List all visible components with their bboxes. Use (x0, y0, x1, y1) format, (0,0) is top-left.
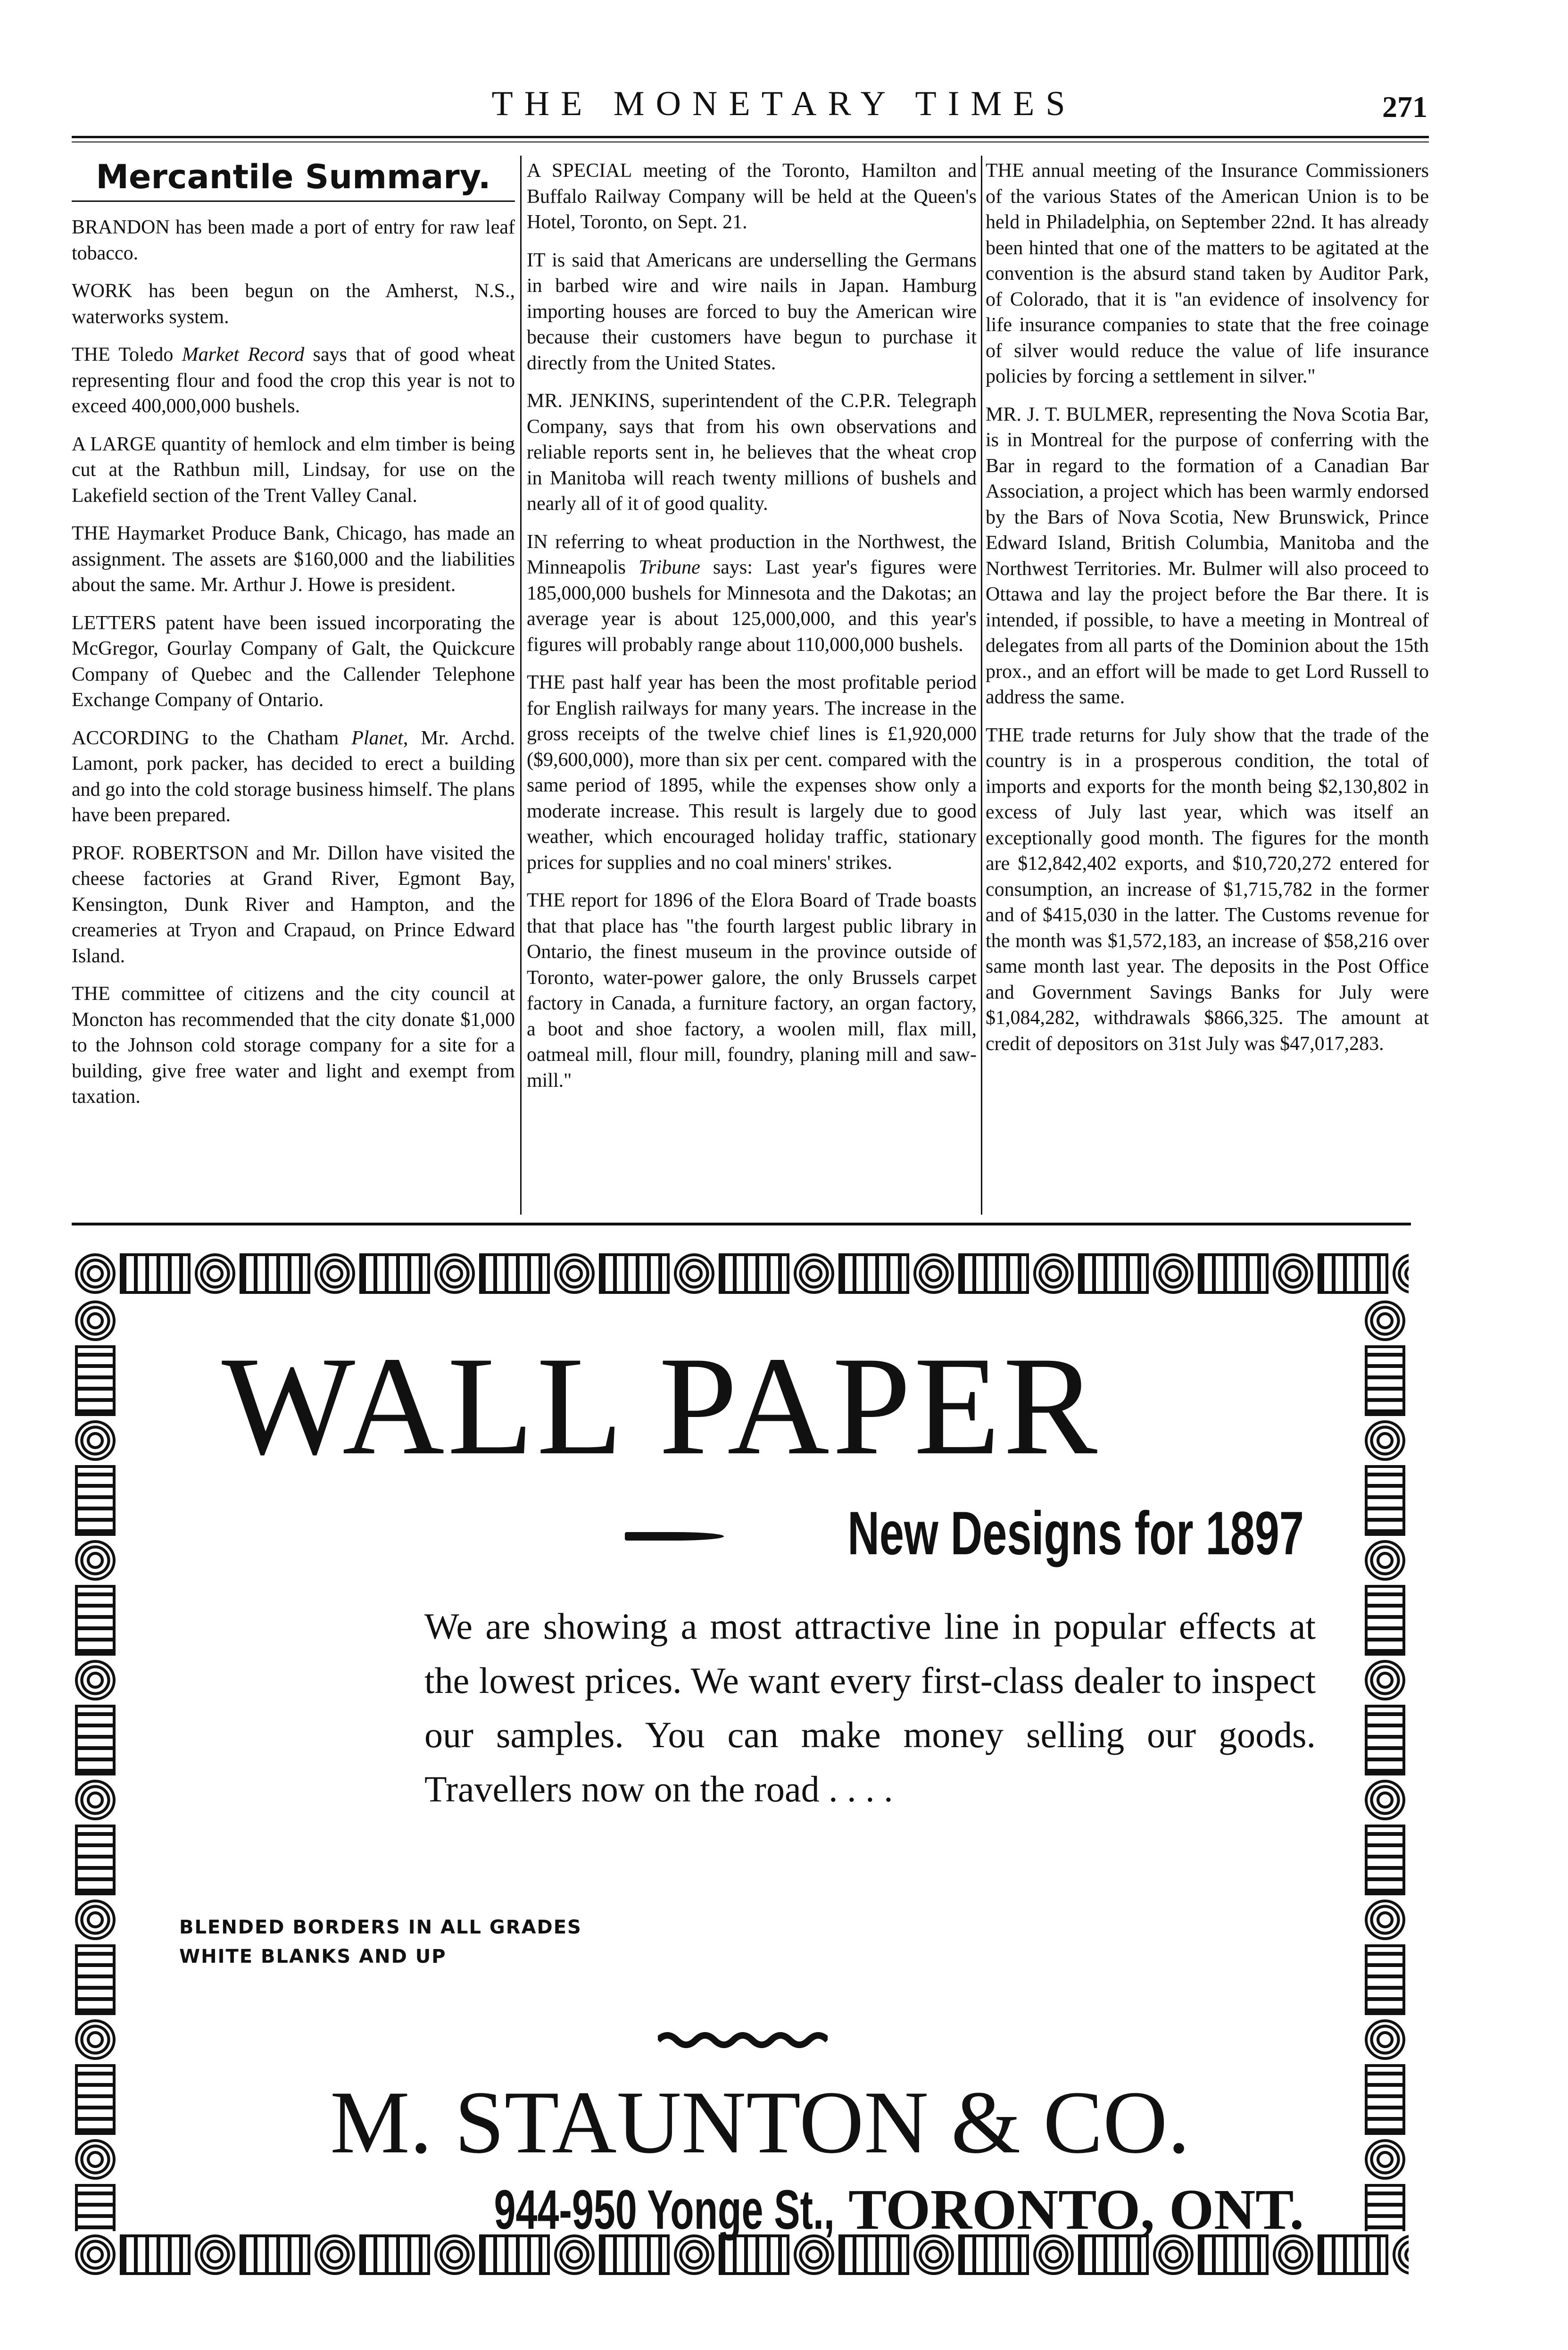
column-1 (72, 158, 515, 1122)
greek-key-ornament (75, 1585, 116, 1656)
news-item: A LARGE quantity of hemlock and elm timber is being cut at the Rathbun mill, Lindsay, for use on the Lakefield section of the Trent Valley Canal. (72, 433, 515, 507)
decorative-squiggle (658, 2028, 828, 2052)
greek-key-ornament (1318, 2234, 1388, 2275)
greek-key-ornament (75, 1944, 116, 2015)
greek-key-ornament (958, 1253, 1029, 1294)
greek-key-ornament (1078, 1253, 1149, 1294)
news-item: MR. J. T. BULMER, representing the Nova Scotia Bar, is in Montreal for the purpose of conferring with the Bar in regard to the formation of a Canadian Bar Association, a project which has been warmly endorsed by the Bars of Nova Scotia, New Brunswick, Prince Edward Island, British Columbia, Manitoba and the Northwest Territories. Mr. Bulmer will also proceed to Ottawa and lay the project before the Bar there. It is intended, if possible, to have a meeting in Montreal of delegates from all parts of the Dominion about the 15th prox., and an effort will be made to get Lord Russell to address the same. (986, 403, 1429, 708)
greek-key-ornament (240, 1253, 310, 1294)
rosette-ornament (554, 1253, 595, 1294)
decorative-dash (625, 1532, 724, 1541)
news-item: PROF. ROBERTSON and Mr. Dillon have visited the cheese factories at Grand River, Egmont Bay, Kensington, Dunk River and Hampton, and the creameries at Tryon and Crapaud, on Prince Edward Island. (72, 842, 515, 967)
rosette-ornament (75, 1900, 116, 1940)
greek-key-ornament (75, 1705, 116, 1775)
rosette-ornament (913, 1253, 954, 1294)
rosette-ornament (75, 1420, 116, 1461)
ornamental-border-left (72, 1297, 119, 2231)
greek-key-ornament (1365, 1345, 1405, 1416)
news-item: IN referring to wheat production in the Northwest, the Minneapolis Tribune says: Last year's figures were 185,000,000 bushels for Minnesota and the Dakotas; an average year is about 125,000,000, and this year's figures will probably range about 110,000,000 bushels. (527, 531, 977, 656)
rosette-ornament (75, 2139, 116, 2180)
ad-line-blanks: WHITE BLANKS AND UP (179, 1946, 447, 1967)
greek-key-ornament (1365, 1825, 1405, 1895)
rosette-ornament (1393, 2234, 1409, 2275)
rosette-ornament (1365, 1900, 1405, 1940)
ad-subhead: New Designs for 1897 (847, 1499, 1304, 1567)
greek-key-ornament (1365, 1705, 1405, 1775)
rosette-ornament (794, 1253, 834, 1294)
rosette-ornament (1273, 1253, 1313, 1294)
rosette-ornament (1033, 1253, 1074, 1294)
news-item: THE past half year has been the most profitable period for English railways for many years. The increase in the gross receipts of the twelve chief lines is £1,920,000 ($9,600,000), more than six per cent. compared with the same period of 1895, while the expenses show only a moderate increase. This result is largely due to good weather, which encouraged holiday traffic, stationary prices for supplies and no coal miners' strikes. (527, 672, 977, 874)
greek-key-ornament (75, 1465, 116, 1536)
greek-key-ornament (120, 1253, 191, 1294)
column-3 (986, 158, 1429, 1069)
running-head: THE MONETARY TIMES (491, 84, 1077, 123)
city: TORONTO, ONT. (848, 2178, 1304, 2242)
rosette-ornament (75, 1253, 116, 1294)
greek-key-ornament (479, 1253, 550, 1294)
advertiser-name: M. STAUNTON & CO. (330, 2073, 1190, 2172)
page-number: 271 (1382, 90, 1427, 124)
ad-headline: WALL PAPER (222, 1327, 1101, 1484)
section-heading: Mercantile Summary. (96, 158, 491, 196)
rosette-ornament (75, 2019, 116, 2060)
rosette-ornament (195, 1253, 235, 1294)
greek-key-ornament (599, 1253, 670, 1294)
news-item: ACCORDING to the Chatham Planet, Mr. Archd. Lamont, pork packer, has decided to erect a building and go into the cold storage business himself. The plans have been prepared. (72, 727, 515, 826)
greek-key-ornament (75, 2184, 116, 2231)
greek-key-ornament (75, 1345, 116, 1416)
news-item: A SPECIAL meeting of the Toronto, Hamilton and Buffalo Railway Company will be held at the Queen's Hotel, Toronto, on Sept. 21. (527, 160, 977, 233)
rosette-ornament (1365, 1660, 1405, 1700)
news-item: THE report for 1896 of the Elora Board of Trade boasts that that place has "the fourth largest public library in Ontario, the finest museum in the province outside of Toronto, water-power galore, the only Brussels carpet factory in Canada, a furniture factory, an organ factory, a boot and shoe factory, a woolen mill, flax mill, oatmeal mill, flour mill, foundry, planing mill and saw-mill." (527, 890, 977, 1092)
column-divider (981, 156, 982, 1215)
rosette-ornament (315, 1253, 355, 1294)
rosette-ornament (75, 1540, 116, 1581)
rosette-ornament (1365, 1300, 1405, 1341)
greek-key-ornament (838, 1253, 909, 1294)
greek-key-ornament (1318, 1253, 1388, 1294)
news-item: IT is said that Americans are underselling the Germans in barbed wire and wire nails in Japan. Hamburg importing houses are forced to buy the American wire because their customers have begun to purchase it directly from the United States. (527, 249, 977, 374)
news-item: THE trade returns for July show that the trade of the country is in a prosperous condition, the total of imports and exports for the month being $2,130,802 in excess of July last year, which was itself an exceptionally good month. The figures for the month are $12,842,402 exports, and $10,720,272 entered for consumption, an increase of $1,715,782 in the former and of $415,030 in the latter. The Customs revenue for the month was $1,572,183, an increase of $58,216 over same month last year. The deposits in the Post Office and Government Savings Banks for July were $1,084,282, withdrawals $866,325. The amount at credit of depositors on 31st July was $47,017,283. (986, 724, 1429, 1055)
rosette-ornament (75, 1660, 116, 1700)
greek-key-ornament (1365, 1585, 1405, 1656)
column-2 (527, 158, 977, 1106)
rosette-ornament (1365, 1780, 1405, 1820)
rosette-ornament (1365, 2019, 1405, 2060)
news-item: MR. JENKINS, superintendent of the C.P.R. Telegraph Company, says that from his own observations and reliable reports sent in, he believes that the wheat crop in Manitoba will reach twenty millions of bushels and nearly all of it of good quality. (527, 390, 977, 515)
greek-key-ornament (240, 2234, 310, 2275)
ad-product-lines (179, 1913, 582, 1971)
news-item: BRANDON has been made a port of entry for raw leaf tobacco. (72, 217, 515, 264)
column-divider (520, 156, 522, 1215)
news-item: LETTERS patent have been issued incorporating the McGregor, Gourlay Company of Galt, the Quickcure Company of Quebec and the Callender Telephone Exchange Company of Ontario. (72, 612, 515, 711)
header-rule-top (72, 136, 1429, 138)
advertiser-address (348, 2179, 1304, 2241)
greek-key-ornament (1198, 1253, 1269, 1294)
ad-line-borders: BLENDED BORDERS IN ALL GRADES (179, 1917, 582, 1938)
greek-key-ornament (1365, 2064, 1405, 2135)
greek-key-ornament (1365, 1944, 1405, 2015)
news-item: THE Toledo Market Record says that of good wheat representing flour and food the crop this year is not to exceed 400,000,000 bushels. (72, 344, 515, 417)
rosette-ornament (1365, 2139, 1405, 2180)
rosette-ornament (434, 1253, 475, 1294)
news-item: WORK has been begun on the Amherst, N.S., waterworks system. (72, 280, 515, 328)
ad-body-copy: We are showing a most attractive line in popular effects at the lowest prices. We want every first-class dealer to inspect our samples. You can make money selling our goods. Travellers now on the road . . . . (424, 1606, 1316, 1809)
greek-key-ornament (359, 1253, 430, 1294)
ornamental-border-top (72, 1250, 1409, 1297)
ad-separator-rule (72, 1223, 1411, 1225)
greek-key-ornament (75, 1825, 116, 1895)
greek-key-ornament (719, 1253, 789, 1294)
rosette-ornament (1365, 1420, 1405, 1461)
rosette-ornament (674, 1253, 714, 1294)
rosette-ornament (195, 2234, 235, 2275)
street-address: 944-950 Yonge St., (494, 2179, 835, 2241)
rosette-ornament (75, 1780, 116, 1820)
news-item: THE annual meeting of the Insurance Commissioners of the various States of the American Union is to be held in Philadelphia, on September 22nd. It has already been hinted that one of the matters to be agitated at the convention is the absurd stand taken by Auditor Park, of Colorado, that it is "an evidence of insolvency for life insurance companies to state that the free coinage of silver would reduce the value of life insurance policies by forcing a settlement in silver." (986, 160, 1429, 387)
rosette-ornament (75, 2234, 116, 2275)
heading-rule (72, 200, 515, 202)
ornamental-border-right (1361, 1297, 1409, 2231)
greek-key-ornament (1365, 2184, 1405, 2231)
news-item: THE Haymarket Produce Bank, Chicago, has made an assignment. The assets are $160,000 and the liabilities about the same. Mr. Arthur J. Howe is president. (72, 523, 515, 596)
greek-key-ornament (1365, 1465, 1405, 1536)
greek-key-ornament (75, 2064, 116, 2135)
rosette-ornament (1153, 1253, 1194, 1294)
news-item: THE committee of citizens and the city council at Moncton has recommended that the city donate $1,000 to the Johnson cold storage company for a site for a building, give free water and light and exempt from taxation. (72, 983, 515, 1108)
rosette-ornament (1365, 1540, 1405, 1581)
greek-key-ornament (120, 2234, 191, 2275)
rosette-ornament (1393, 1253, 1409, 1294)
rosette-ornament (75, 1300, 116, 1341)
